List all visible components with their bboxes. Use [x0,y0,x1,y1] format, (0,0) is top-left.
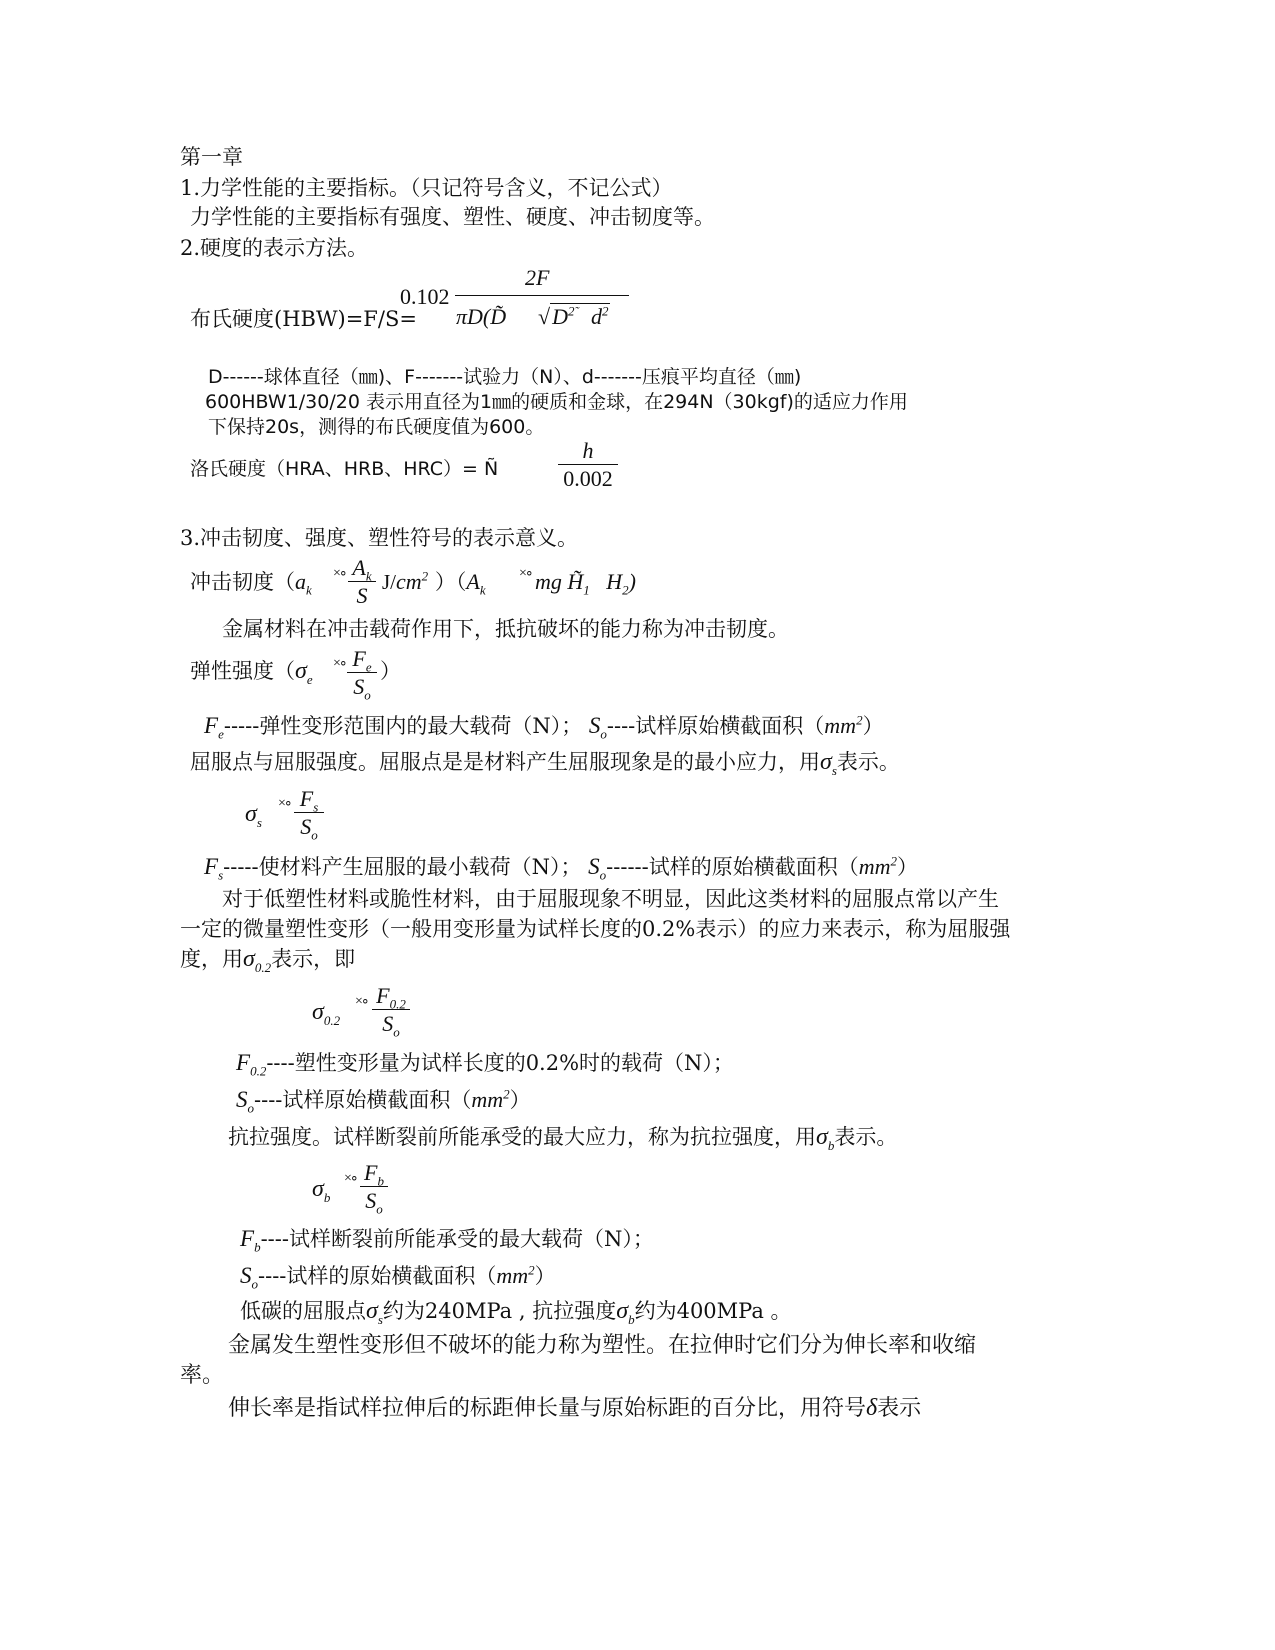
elastic-strength-label: 弹性强度（$\sigma_e$ [190,658,313,687]
yield-point-text: 屈服点与屈服强度。屈服点是是材料产生屈服现象是的最小应力，用$\sigma_s$表示。 [190,749,900,778]
low-carbon-values: 低碳的屈服点$\sigma_s$约为240MPa , 抗拉强度$\sigma_b$约为400MPa 。 [240,1298,792,1327]
elastic-equals-glyph: ×∘ [333,656,346,671]
yield-equals-glyph: ×∘ [278,796,291,811]
elastic-close: ） [380,659,401,683]
yield-fraction: $F_s$ $S_o$ [294,786,324,841]
q1-answer: 力学性能的主要指标有强度、塑性、硬度、冲击韧度等。 [190,205,715,229]
plasticity-line1: 金属发生塑性变形但不破坏的能力称为塑性。在拉伸时它们分为伸长率和收缩 [228,1333,977,1358]
brinell-denominator: πD(D̃ [456,304,507,329]
elastic-fraction: $F_e$ $S_o$ [347,646,377,701]
elongation-text: 伸长率是指试样拉伸后的标距伸长量与原始标距的百分比，用符号δ表示 [228,1395,922,1421]
impact-definition: 金属材料在冲击载荷作用下，抵抗破坏的能力称为冲击韧度。 [222,617,789,641]
low-plasticity-line3: 度，用$\sigma_{0.2}$表示，即 [180,946,356,975]
brinell-label: 布氏硬度(HBW)=F/S= [190,307,417,331]
impact-unit: $J/cm^2$ ）（$A_k$ [382,568,486,598]
brinell-example-line1: 600HBW1/30/20 表示用直径为1㎜的硬质和金球，在294N（30kgf)的适应力作用 [205,391,908,413]
brinell-sqrt: $√D^{2̃}$ $d^2$ [538,303,609,329]
yield-sigma: $\sigma_s$ [245,801,262,830]
proof-fraction: $F_{0.2}$ $S_o$ [372,983,410,1038]
yield-legend: $F_s-----$使材料产生屈服的最小载荷（N）； $S_o------$试样的原始横截面积$(mm^2)$ [204,853,919,883]
impact-formula: 冲击韧度（$a_k$ [190,569,312,598]
proof-equals-glyph: ×∘ [355,994,368,1009]
q1-title: 1.力学性能的主要指标。（只记符号含义，不记公式） [180,176,673,200]
proof-legend-area: $S_o----$试样原始横截面积$(mm^2)$ [236,1086,531,1116]
rockwell-fraction: h 0.002 [558,438,618,493]
impact-fraction: $A_k$ S [348,555,376,610]
rockwell-label: 洛氏硬度（HRA、HRB、HRC）= Ñ [190,458,499,480]
elastic-legend: $F_e-----$弹性变形范围内的最大载荷（N）； $S_o----$试样原始横截面积$(mm^2)$ [204,712,884,742]
brinell-numerator: 2F [525,265,550,290]
brinell-fraction-bar [455,295,629,296]
impact-equals-glyph: ×∘ [333,566,346,581]
proof-sigma: $\sigma_{0.2}$ [312,999,341,1028]
brinell-legend: D------球体直径（㎜)、F-------试验力（N）、d-------压痕平均直径（㎜) [208,366,802,388]
brinell-example-line2: 下保持20s，测得的布氏硬度值为600。 [208,416,545,438]
chapter-title: 第一章 [180,145,243,169]
plasticity-line2: 率。 [180,1363,225,1388]
tensile-sigma: $\sigma_b$ [312,1176,331,1205]
impact-energy-expression: mg $H̃_1$ $H_2$) [535,569,636,598]
low-plasticity-line1: 对于低塑性材料或脆性材料，由于屈服现象不明显，因此这类材料的屈服点常以产生 [222,887,999,911]
tensile-fraction: $F_b$ $S_o$ [360,1160,388,1215]
tensile-equals-glyph: ×∘ [344,1171,357,1186]
low-plasticity-line2: 一定的微量塑性变形（一般用变形量为试样长度的0.2%表示）的应力来表示，称为屈服强 [180,917,1011,941]
q3-title: 3.冲击韧度、强度、塑性符号的表示意义。 [180,526,579,550]
q2-title: 2.硬度的表示方法。 [180,236,369,260]
proof-legend-load: $F_{0.2}----$塑性变形量为试样长度的0.2%时的载荷（N）； [236,1050,734,1079]
tensile-legend-load: $F_b----$试样断裂前所能承受的最大载荷（N）； [240,1226,654,1255]
brinell-coefficient: 0.102 [400,284,450,309]
tensile-strength-text: 抗拉强度。试样断裂前所能承受的最大应力，称为抗拉强度，用$\sigma_b$表示。 [228,1124,898,1153]
tensile-legend-area: $S_o----$试样的原始横截面积$(mm^2)$ [240,1262,556,1292]
impact-equals-glyph-2: ×∘ [519,566,532,581]
